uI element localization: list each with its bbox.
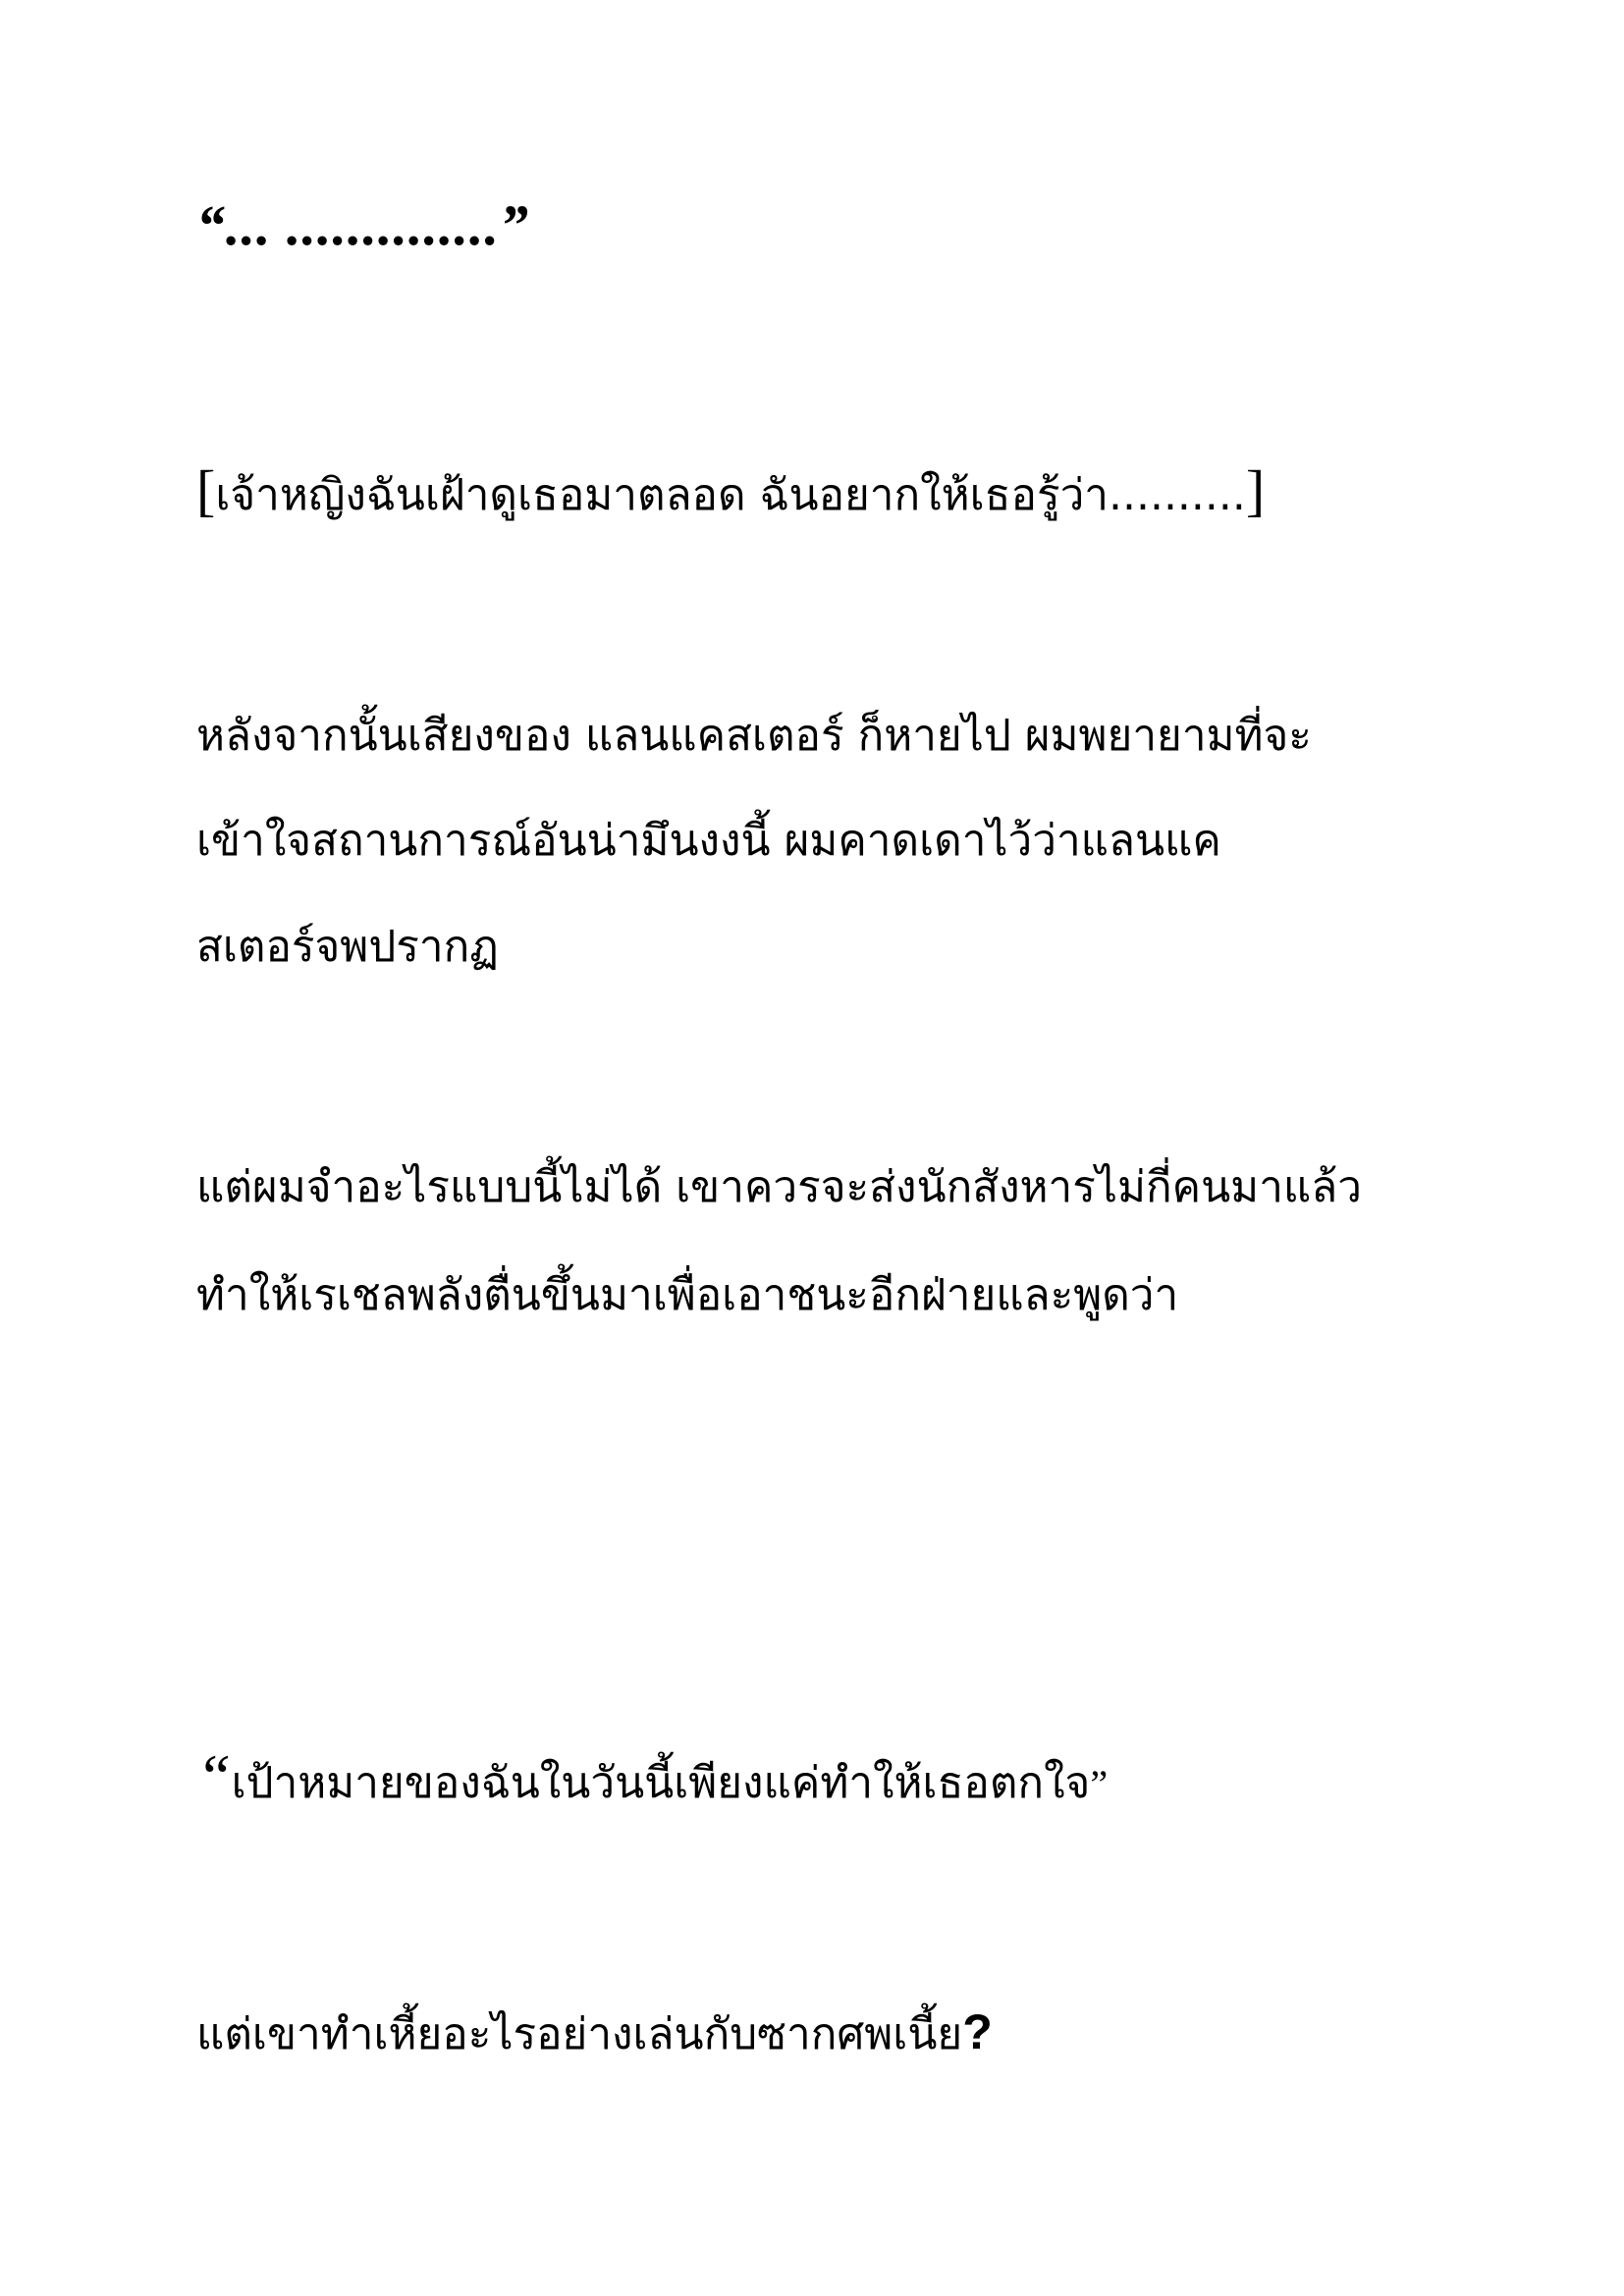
closing-text: แต่เขาทำเหี้ยอะไรอย่างเล่นกับซากศพเนี้ย <box>196 2009 963 2059</box>
question-mark: ? <box>962 2004 993 2059</box>
quote-line <box>196 1741 1109 1814</box>
opening-ellipsis: “... ..............” <box>196 193 529 257</box>
whisper-line <box>196 458 1266 525</box>
close-bracket: ] <box>1245 458 1266 522</box>
close-quote-mark: ” <box>1090 1762 1109 1806</box>
paragraph-1-line-1: หลังจากนั้นเสียงของ แลนแคสเตอร์ ก็หายไป ผมพยายามที่จะ <box>196 711 1312 761</box>
closing-line <box>196 2002 993 2064</box>
paragraph-2-line-2: ทำให้เรเชลพลังตื่นขึ้นมาเพื่อเอาชนะอีกฝ่ายและพูดว่า <box>196 1270 1179 1320</box>
paragraph-2-line-1: แต่ผมจำอะไรแบบนี้ไม่ได้ เขาควรจะส่งนักสังหารไม่กี่คนมาแล้ว <box>196 1162 1362 1212</box>
paragraph-1-line-2: เข้าใจสถานการณ์อันน่ามึนงงนี้ ผมคาดเดาไว้ว่าแลนแค <box>196 816 1221 866</box>
whisper-text: เจ้าหญิงฉันเฝ้าดูเธอมาตลอด ฉันอยากให้เธอรู้ว่า.......... <box>215 470 1246 520</box>
quote-text: เป้าหมายของฉันในวันนี้เพียงแค่ทำให้เธอตกใจ <box>231 1758 1091 1808</box>
open-quote-mark: “ <box>196 1741 232 1811</box>
open-bracket: [ <box>196 458 216 522</box>
paragraph-1-line-3: สเตอร์จพปรากฏ <box>196 922 499 972</box>
